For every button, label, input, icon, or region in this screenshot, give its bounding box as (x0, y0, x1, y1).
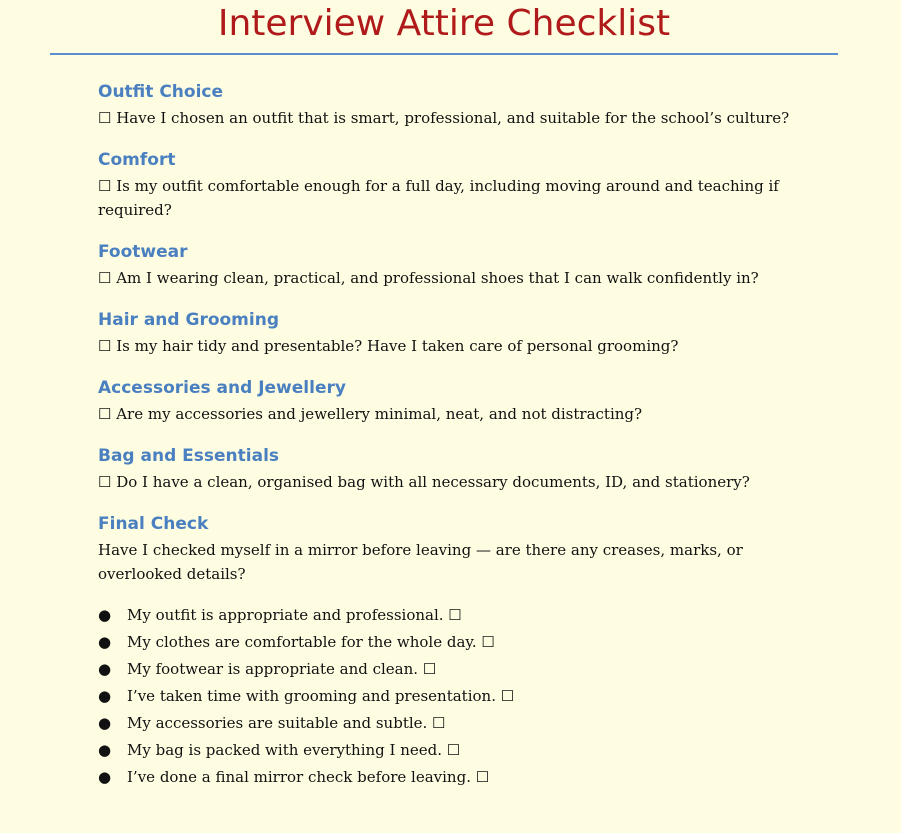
section-heading: Outfit Choice (98, 82, 224, 102)
section-heading: Final Check (98, 514, 209, 534)
list-item-text: My bag is packed with everything I need. ☐ (127, 741, 461, 759)
bullet-icon: ● (98, 687, 112, 705)
list-item[interactable] (98, 629, 828, 656)
list-item-text: My footwear is appropriate and clean. ☐ (127, 660, 437, 678)
bullet-icon: ● (98, 714, 112, 732)
checklist-item[interactable]: ☐ Are my accessories and jewellery minimal, neat, and not distracting? (98, 405, 643, 423)
title-divider (50, 53, 838, 55)
checklist-item[interactable]: ☐ Do I have a clean, organised bag with all necessary documents, ID, and stationery? (98, 473, 750, 491)
checklist-content (98, 80, 828, 809)
checklist-item[interactable]: ☐ Have I chosen an outfit that is smart, professional, and suitable for the school’s culture? (98, 109, 790, 127)
list-item-text: My accessories are suitable and subtle. ☐ (127, 714, 446, 732)
final-check-list (98, 602, 828, 791)
list-item[interactable] (98, 710, 828, 737)
list-item-text: I’ve taken time with grooming and presentation. ☐ (127, 687, 515, 705)
list-item[interactable] (98, 656, 828, 683)
final-check-question: Have I checked myself in a mirror before leaving — are there any creases, marks, or overlooked details? (98, 541, 743, 583)
list-item[interactable] (98, 764, 828, 791)
section-accessories (98, 376, 828, 426)
list-item[interactable] (98, 683, 828, 710)
bullet-icon: ● (98, 633, 112, 651)
checklist-item[interactable]: ☐ Is my hair tidy and presentable? Have I taken care of personal grooming? (98, 337, 679, 355)
bullet-icon: ● (98, 768, 112, 786)
section-bag-essentials (98, 444, 828, 494)
list-item[interactable] (98, 602, 828, 629)
page-title: Interview Attire Checklist (217, 3, 671, 44)
section-heading: Footwear (98, 242, 188, 262)
section-heading: Comfort (98, 150, 176, 170)
section-outfit-choice (98, 80, 828, 130)
section-footwear (98, 240, 828, 290)
section-heading: Hair and Grooming (98, 310, 279, 330)
bullet-icon: ● (98, 606, 112, 624)
list-item-text: My clothes are comfortable for the whole day. ☐ (127, 633, 495, 651)
list-item-text: I’ve done a final mirror check before leaving. ☐ (127, 768, 490, 786)
list-item-text: My outfit is appropriate and professional. ☐ (127, 606, 462, 624)
checklist-item[interactable]: ☐ Is my outfit comfortable enough for a full day, including moving around and teaching if required? (98, 177, 779, 219)
section-hair-grooming (98, 308, 828, 358)
list-item[interactable] (98, 737, 828, 764)
section-heading: Accessories and Jewellery (98, 378, 346, 398)
section-heading: Bag and Essentials (98, 446, 280, 466)
section-final-check (98, 512, 828, 791)
bullet-icon: ● (98, 741, 112, 759)
section-comfort (98, 148, 828, 222)
bullet-icon: ● (98, 660, 112, 678)
checklist-item[interactable]: ☐ Am I wearing clean, practical, and professional shoes that I can walk confidently in? (98, 269, 759, 287)
